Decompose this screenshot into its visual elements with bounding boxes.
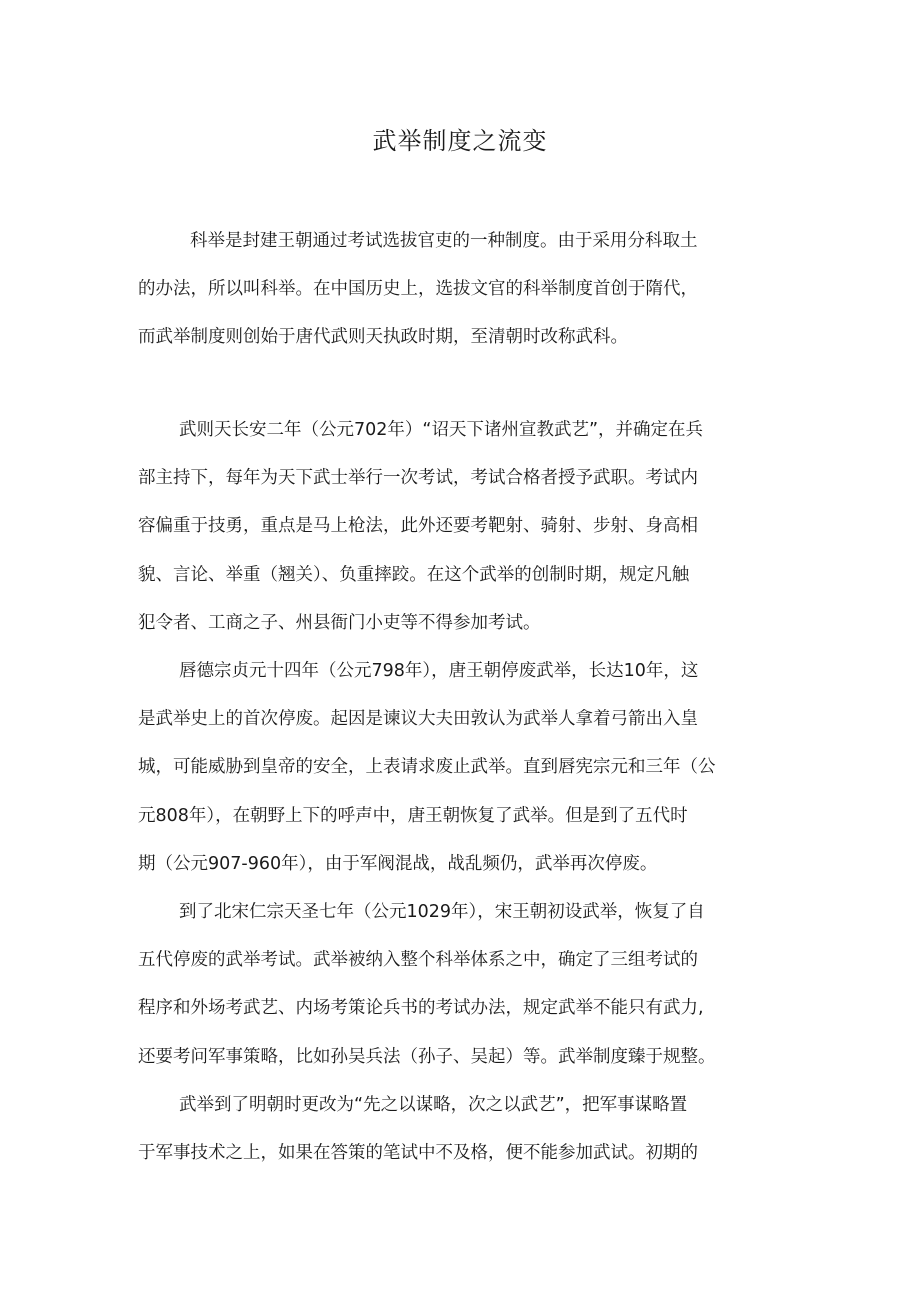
- paragraph-5-line-2: 于军事技术之上，如果在答策的笔试中不及格，便不能参加武试。初期的: [138, 1143, 698, 1163]
- paragraph-1-line-3: 而武举制度则创始于唐代武则天执政时期，至清朝时改称武科。: [138, 327, 628, 347]
- paragraph-4-line-3: 程序和外场考武艺、内场考策论兵书的考试办法，规定武举不能只有武力,: [138, 998, 704, 1018]
- paragraph-2-line-5: 犯令者、工商之子、州县衙门小吏等不得参加考试。: [138, 613, 541, 633]
- paragraph-3-line-1: 唇德宗贞元十四年（公元798年），唐王朝停废武举，长达10年，这: [179, 661, 699, 681]
- paragraph-3-line-5: 期（公元907-960年），由于军阀混战，战乱频仍，武举再次停废。: [138, 854, 658, 874]
- paragraph-3-line-2: 是武举史上的首次停废。起因是谏议大夫田敦认为武举人拿着弓箭出入皇: [138, 709, 698, 729]
- paragraph-4-line-4: 还要考问军事策略，比如孙吴兵法（孙子、吴起）等。武举制度臻于规整。: [138, 1047, 716, 1067]
- paragraph-3-line-3: 城，可能威胁到皇帝的安全，上表请求废止武举。直到唇宪宗元和三年（公: [138, 757, 716, 777]
- paragraph-5-line-1: 武举到了明朝时更改为“先之以谋略，次之以武艺”，把军事谋略置: [179, 1095, 688, 1115]
- paragraph-2-line-2: 部主持下，每年为天下武士举行一次考试，考试合格者授予武职。考试内: [138, 468, 698, 488]
- paragraph-2-line-1: 武则天长安二年（公元702年）“诏天下诸州宣教武艺”，并确定在兵: [179, 420, 704, 440]
- document-title: 武举制度之流变: [372, 127, 548, 155]
- paragraph-3-line-4: 元808年），在朝野上下的呼声中，唐王朝恢复了武举。但是到了五代时: [138, 806, 688, 826]
- paragraph-1-line-1: 科举是封建王朝通过考试选拔官吏的一种制度。由于采用分科取土: [190, 231, 698, 251]
- paragraph-2-line-4: 貌、言论、举重（翘关）、负重摔跤。在这个武举的创制时期，规定凡触: [138, 565, 690, 585]
- paragraph-4-line-1: 到了北宋仁宗天圣七年（公元1029年），宋王朝初设武举，恢复了自: [179, 902, 705, 922]
- paragraph-2-line-3: 容偏重于技勇，重点是马上枪法，此外还要考靶射、骑射、步射、身高相: [138, 516, 698, 536]
- paragraph-1-line-2: 的办法，所以叫科举。在中国历史上，选拔文官的科举制度首创于隋代，: [138, 279, 698, 299]
- paragraph-4-line-2: 五代停废的武举考试。武举被纳入整个科举体系之中，确定了三组考试的: [138, 950, 698, 970]
